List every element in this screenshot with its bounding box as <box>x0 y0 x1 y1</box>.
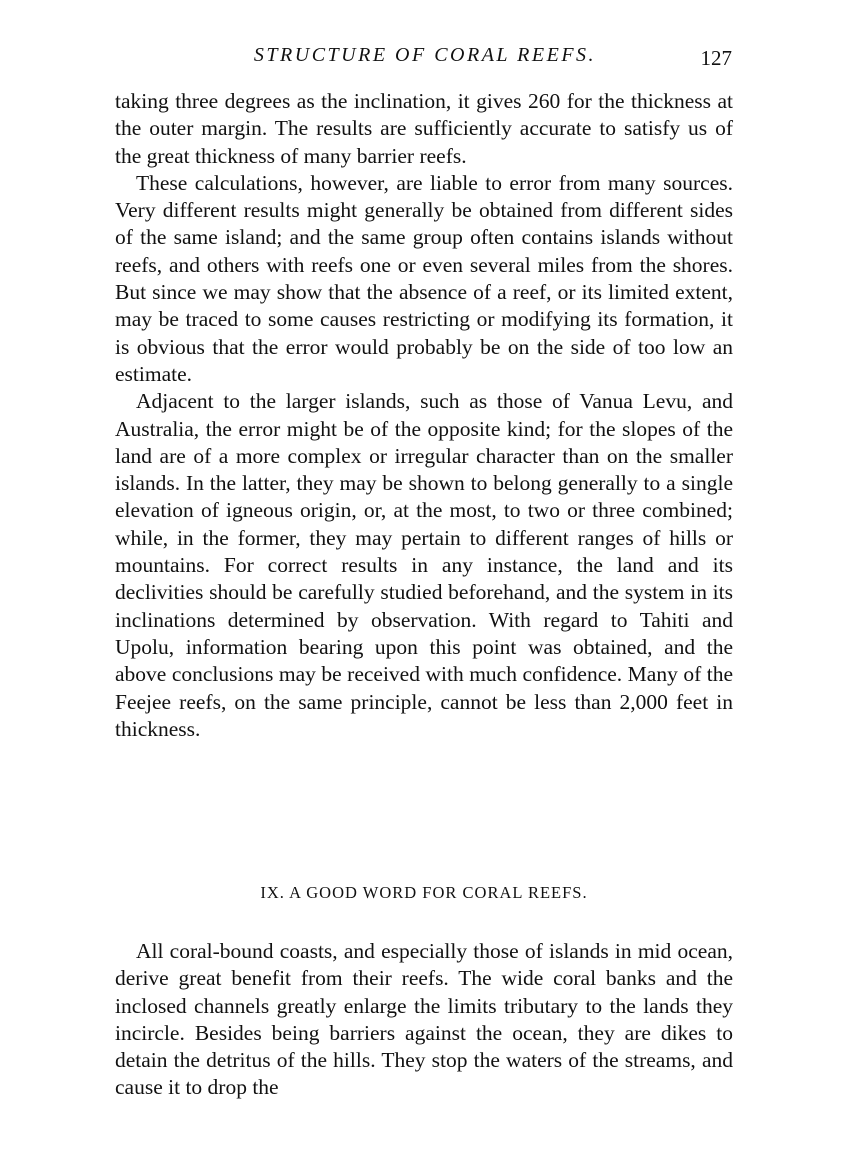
page-number: 127 <box>700 46 732 70</box>
running-head-title: STRUCTURE OF CORAL REEFS. <box>253 44 597 66</box>
paragraph: Adjacent to the larger islands, such as those of Vanua Levu, and Australia, the error might be of the opposite kind; for the slopes of the land are of a more complex or irregular character than on the smaller islands. In the latter, they may be shown to belong generally to a single elevation of igneous origin, or, at the most, to two or three combined; while, in the former, they may pertain to different ranges of hills or mountains. For correct results in any instance, the land and its declivities should be carefully studied beforehand, and the system in its inclinations determined by observation. With regard to Tahiti and Upolu, information bearing upon this point was obtained, and the above conclusions may be received with much confidence. Many of the Feejee reefs, on the same principle, cannot be less than 2,000 feet in thickness. <box>115 389 733 741</box>
section-2-text <box>115 938 733 1102</box>
paragraph-continued: taking three degrees as the inclination, it gives 260 for the thickness at the outer margin. The results are sufficiently accurate to satisfy us of the great thickness of many barrier reefs. <box>115 89 733 168</box>
paragraph: These calculations, however, are liable to error from many sources. Very different results might generally be obtained from different sides of the same island; and the same group often contains islands without reefs, and others with reefs one or even several miles from the shores. But since we may show that the absence of a reef, or its limited extent, may be traced to some causes restricting or modifying its formation, it is obvious that the error would probably be on the side of too low an estimate. <box>115 170 733 386</box>
section-1-text <box>115 88 733 743</box>
running-head <box>0 44 850 74</box>
paragraph: All coral-bound coasts, and especially those of islands in mid ocean, derive great benefit from their reefs. The wide coral banks and the inclosed channels greatly enlarge the limits tributary to the lands they incircle. Besides being barriers against the ocean, they are dikes to detain the detritus of the hills. They stop the waters of the streams, and cause it to drop the <box>115 939 733 1100</box>
section-heading: IX. A GOOD WORD FOR CORAL REEFS. <box>260 883 588 902</box>
